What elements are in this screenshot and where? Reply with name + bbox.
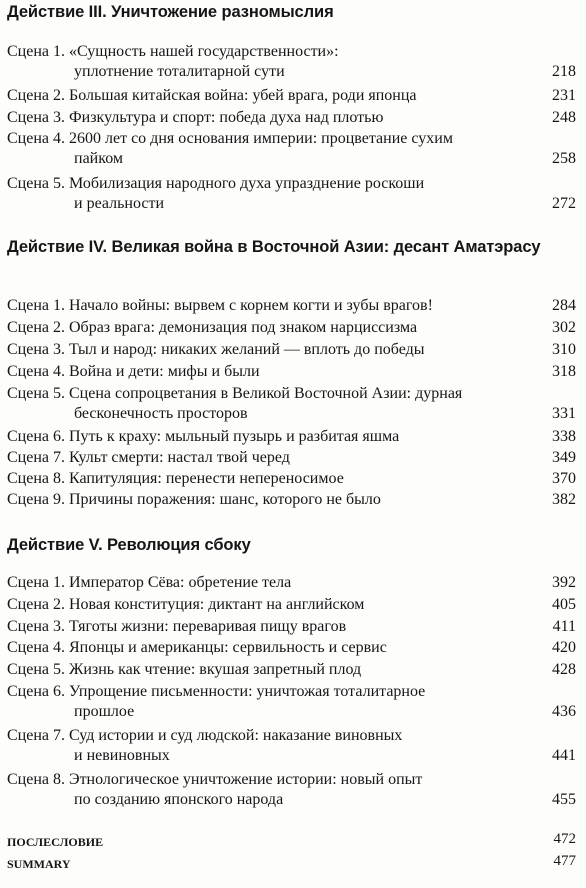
entry-page-number: 405 [552,596,576,613]
entry-page-number: 411 [552,618,576,635]
toc-entry [7,448,576,468]
toc-entry [7,384,576,423]
entry-page-number: 436 [552,702,576,720]
toc-entry [7,573,576,593]
entry-page-number: 284 [552,297,576,314]
entry-page-number: 310 [552,341,576,358]
backmatter-entry [7,853,576,871]
entry-page-number: 272 [552,194,576,212]
entry-page-number: 382 [552,491,576,508]
toc-entry [7,129,576,168]
entry-title: Сцена 6. Путь к краху: мыльный пузырь и разбитая яшма [7,428,400,445]
entry-title: Сцена 1. «Сущность нашей государственности»: уплотнение тоталитарной сути [7,43,339,80]
toc-entry [7,617,576,637]
entry-page-number: 420 [552,639,576,656]
entry-title: Сцена 8. Этнологическое уничтожение истории: новый опыт по созданию японского народа [7,771,423,808]
entry-title: Сцена 5. Сцена сопроцветания в Великой Восточной Азии: дурная бесконечность просторов [7,385,463,422]
entry-page-number: 302 [552,319,576,336]
entry-page-number: 441 [552,746,576,764]
entry-title: Сцена 4. 2600 лет со дня основания империи: процветание сухим пайком [7,130,453,167]
entry-title: Сцена 7. Суд истории и суд людской: наказание виновных и невиновных [7,727,403,764]
toc-entry [7,469,576,489]
toc-entry [7,682,576,721]
entry-title: Сцена 5. Мобилизация народного духа упразднение роскоши и реальности [7,175,425,212]
entry-title: ПОСЛЕСЛОВИЕ [7,835,104,849]
act-5-heading: Действие V. Революция сбоку [7,536,251,554]
entry-page-number: 370 [552,470,576,487]
entry-title: Сцена 5. Жизнь как чтение: вкушая запретный плод [7,661,362,678]
toc-entry [7,490,576,510]
entry-title: Сцена 1. Начало войны: вырвем с корнем когти и зубы врагов! [7,297,433,314]
toc-entry [7,427,576,447]
entry-title: Сцена 2. Образ врага: демонизация под знаком нарциссизма [7,319,418,336]
entry-page-number: 349 [552,449,576,466]
entry-title: Сцена 3. Физкультура и спорт: победа духа над плотью [7,109,384,126]
act-4-heading: Действие IV. Великая война в Восточной Азии: десант Аматэрасу [7,238,541,256]
entry-title: Сцена 6. Упрощение письменности: уничтожая тоталитарное прошлое [7,683,426,720]
toc-entry [7,638,576,658]
toc-entry [7,86,576,106]
toc-entry [7,42,576,81]
entry-title: Сцена 3. Тяготы жизни: переваривая пищу врагов [7,618,347,635]
entry-page-number: 338 [552,428,576,445]
entry-page-number: 392 [552,574,576,591]
entry-title: Сцена 2. Большая китайская война: убей врага, роди японца [7,87,417,104]
act-3-heading: Действие III. Уничтожение разномыслия [7,3,334,21]
entry-title: Сцена 9. Причины поражения: шанс, которого не было [7,491,381,508]
toc-entry [7,770,576,809]
entry-title: Сцена 4. Война и дети: мифы и были [7,363,260,380]
entry-title: Сцена 3. Тыл и народ: никаких желаний — вплоть до победы [7,341,425,358]
entry-page-number: 477 [553,853,576,869]
entry-page-number: 231 [552,87,576,104]
toc-entry [7,174,576,213]
toc-entry [7,340,576,360]
toc-entry [7,595,576,615]
entry-page-number: 472 [553,831,576,847]
toc-entry [7,318,576,338]
entry-title: Сцена 4. Японцы и американцы: сервильность и сервис [7,639,387,656]
backmatter-entry [7,831,576,849]
entry-page-number: 455 [552,790,576,808]
entry-title: Сцена 2. Новая конституция: диктант на английском [7,596,365,613]
entry-title: SUMMARY [7,857,71,871]
entry-page-number: 248 [552,109,576,126]
entry-page-number: 258 [552,149,576,167]
toc-entry [7,726,576,765]
entry-title: Сцена 7. Культ смерти: настал твой черед [7,449,290,466]
entry-page-number: 428 [552,661,576,678]
entry-page-number: 318 [552,363,576,380]
toc-entry [7,296,576,316]
entry-page-number: 331 [552,404,576,422]
toc-entry [7,660,576,680]
toc-entry [7,108,576,128]
toc-entry [7,362,576,382]
entry-page-number: 218 [552,62,576,80]
entry-title: Сцена 1. Император Сёва: обретение тела [7,574,292,591]
entry-title: Сцена 8. Капитуляция: перенести непереносимое [7,470,344,487]
